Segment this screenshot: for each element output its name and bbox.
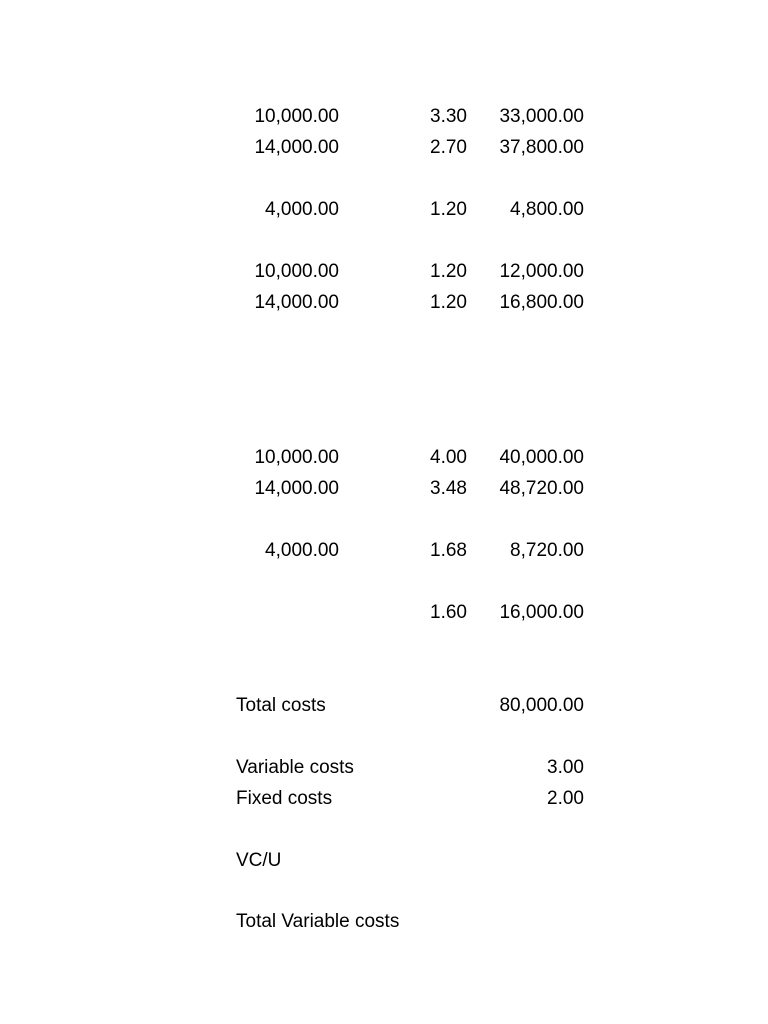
- rate-cell[interactable]: 1.20: [430, 261, 467, 282]
- rate-cell[interactable]: 1.60: [430, 602, 467, 623]
- amount-cell[interactable]: 12,000.00: [499, 261, 584, 282]
- qty-cell[interactable]: 14,000.00: [254, 478, 339, 499]
- amount-cell[interactable]: 16,000.00: [499, 602, 584, 623]
- qty-cell[interactable]: 10,000.00: [254, 106, 339, 127]
- fixed-costs-label[interactable]: Fixed costs: [236, 788, 333, 809]
- qty-cell[interactable]: 4,000.00: [265, 199, 339, 220]
- rate-cell[interactable]: 1.20: [430, 292, 467, 313]
- rate-cell[interactable]: 1.20: [430, 199, 467, 220]
- total-costs-value[interactable]: 80,000.00: [499, 695, 584, 716]
- amount-cell[interactable]: 8,720.00: [510, 540, 584, 561]
- amount-cell[interactable]: 16,800.00: [499, 292, 584, 313]
- qty-cell[interactable]: 10,000.00: [254, 261, 339, 282]
- rate-cell[interactable]: 4.00: [430, 447, 467, 468]
- total-variable-costs-label[interactable]: Total Variable costs: [236, 911, 400, 932]
- amount-cell[interactable]: 37,800.00: [499, 137, 584, 158]
- variable-costs-label[interactable]: Variable costs: [236, 757, 354, 778]
- rate-cell[interactable]: 3.48: [430, 478, 467, 499]
- amount-cell[interactable]: 40,000.00: [499, 447, 584, 468]
- fixed-costs-value[interactable]: 2.00: [547, 788, 584, 809]
- amount-cell[interactable]: 33,000.00: [499, 106, 584, 127]
- qty-cell[interactable]: 4,000.00: [265, 540, 339, 561]
- amount-cell[interactable]: 4,800.00: [510, 199, 584, 220]
- qty-cell[interactable]: 10,000.00: [254, 447, 339, 468]
- qty-cell[interactable]: 14,000.00: [254, 292, 339, 313]
- vcu-label[interactable]: VC/U: [236, 850, 282, 871]
- qty-cell[interactable]: [200, 601, 339, 625]
- total-costs-label[interactable]: Total costs: [236, 695, 326, 716]
- rate-cell[interactable]: 2.70: [430, 137, 467, 158]
- qty-cell[interactable]: 14,000.00: [254, 137, 339, 158]
- rate-cell[interactable]: 1.68: [430, 540, 467, 561]
- amount-cell[interactable]: 48,720.00: [499, 478, 584, 499]
- rate-cell[interactable]: 3.30: [430, 106, 467, 127]
- variable-costs-value[interactable]: 3.00: [547, 757, 584, 778]
